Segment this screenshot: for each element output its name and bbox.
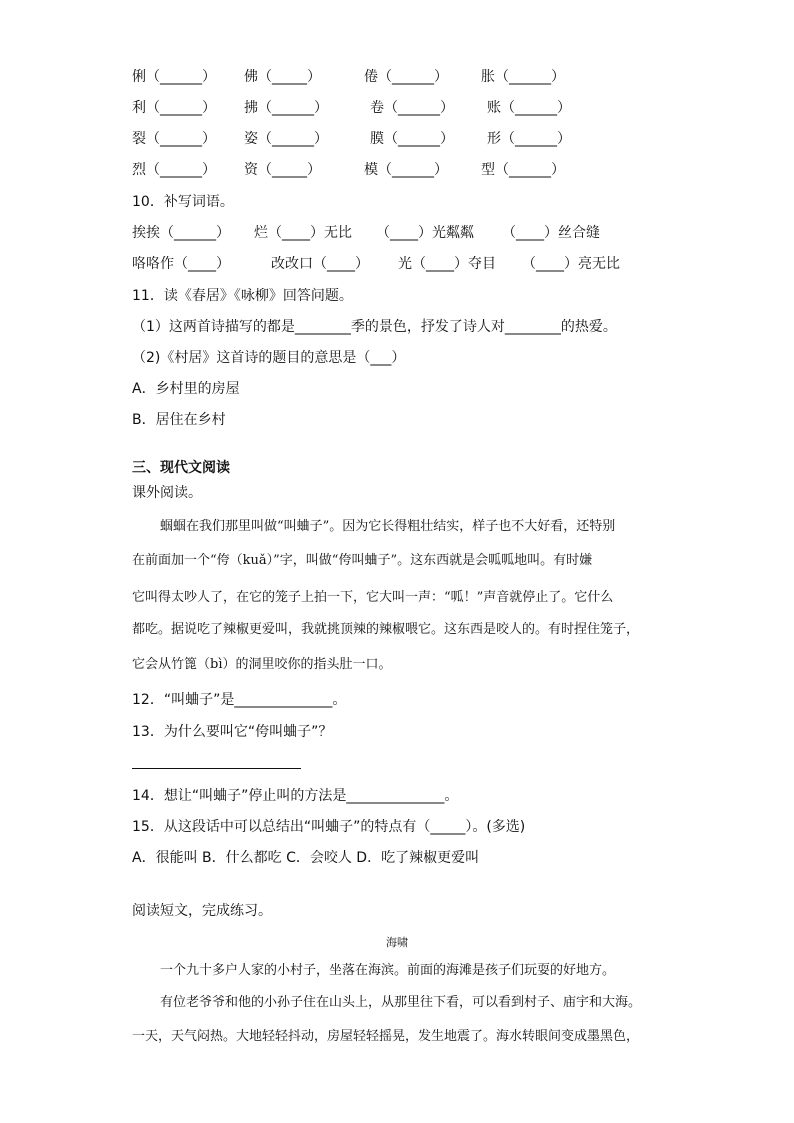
char-cell: 型（______） (481, 162, 565, 178)
char-cell: 拂（______） (244, 100, 328, 116)
passage-line: 蝈蝈在我们那里叫做“叫蛐子”。因为它长得粗壮结实，样子也不大好看，还特别 (160, 519, 616, 534)
word-blank: 挨挨（______） (132, 225, 230, 241)
char-cell: 膜（______） (370, 131, 454, 147)
question-11-sub2: （2)《村居》这首诗的题目的意思是（___） (132, 350, 406, 366)
question-15-options: A．很能叫 B．什么都吃 C．会咬人 D．吃了辣椒更爱叫 (132, 850, 480, 866)
char-cell: 烈（______） (132, 162, 216, 178)
word-blank: 咯咯作（____） (132, 256, 230, 272)
char-cell: 胀（______） (481, 69, 565, 85)
question-14: 14．想让“叫蛐子”停止叫的方法是______________。 (132, 788, 459, 804)
char-cell: 倦（______） (364, 69, 448, 85)
word-blank: （____）亮无比 (522, 256, 620, 272)
word-blank: （____）光粼粼 (376, 225, 474, 241)
char-cell: 俐（______） (132, 69, 216, 85)
question-11-sub1: （1）这两首诗描写的都是________季的景色，抒发了诗人对________的热爱。 (132, 319, 617, 335)
option-a: A．乡村里的房屋 (132, 381, 240, 397)
question-12: 12．“叫蛐子”是______________。 (132, 692, 347, 708)
reading2-paragraph: 一个九十多户人家的小村子，坐落在海滨。前面的海滩是孩子们玩耍的好地方。 (160, 963, 616, 978)
question-11-title: 11．读《春居》《咏柳》回答问题。 (132, 288, 353, 304)
word-blank: 光（____）夺目 (398, 256, 496, 272)
reading2-paragraph: 一天，天气闷热。大地轻轻抖动，房屋轻轻摇晃，发生地震了。海水转眼间变成墨黑色， (132, 1029, 640, 1044)
passage-line: 它会从竹篦（bì）的洞里咬你的指头肚一口。 (132, 657, 392, 672)
word-blank: 烂（____）无比 (254, 225, 352, 241)
option-b: B．居住在乡村 (132, 412, 226, 428)
section-heading: 三、现代文阅读 (132, 460, 230, 476)
passage-line: 都吃。据说吃了辣椒更爱叫，我就挑顶辣的辣椒喂它。这东西是咬人的。有时捏住笼子， (132, 622, 640, 637)
word-blank: （____）丝合缝 (502, 225, 600, 241)
question-15: 15．从这段话中可以总结出“叫蛐子”的特点有（_____）。(多选) (132, 819, 526, 835)
char-cell: 模（______） (364, 162, 448, 178)
reading-intro: 课外阅读。 (132, 485, 202, 501)
char-cell: 利（______） (132, 100, 216, 116)
char-cell: 账（______） (487, 100, 571, 116)
char-cell: 姿（______） (244, 131, 328, 147)
question-10-title: 10．补写词语。 (132, 194, 234, 210)
char-cell: 佛（_____） (244, 69, 321, 85)
reading2-title: 海啸 (386, 936, 408, 949)
word-blank: 改改口（____） (271, 256, 369, 272)
char-cell: 形（______） (487, 131, 571, 147)
char-cell: 裂（______） (132, 131, 216, 147)
char-cell: 资（_____） (244, 162, 321, 178)
answer-line (132, 768, 301, 769)
question-13: 13．为什么要叫它“侉叫蛐子”？ (132, 724, 333, 740)
passage-line: 在前面加一个“侉（kuǎ）”字，叫做“侉叫蛐子”。这东西就是会呱呱地叫。有时嫌 (132, 553, 593, 568)
passage-line: 它叫得太吵人了，在它的笼子上拍一下，它大叫一声：“呱！”声音就停止了。它什么 (132, 590, 614, 605)
char-cell: 卷（______） (370, 100, 454, 116)
reading2-paragraph: 有位老爷爷和他的小孙子住在山头上，从那里往下看，可以看到村子、庙宇和大海。 (160, 995, 642, 1010)
reading2-intro: 阅读短文，完成练习。 (132, 903, 272, 919)
